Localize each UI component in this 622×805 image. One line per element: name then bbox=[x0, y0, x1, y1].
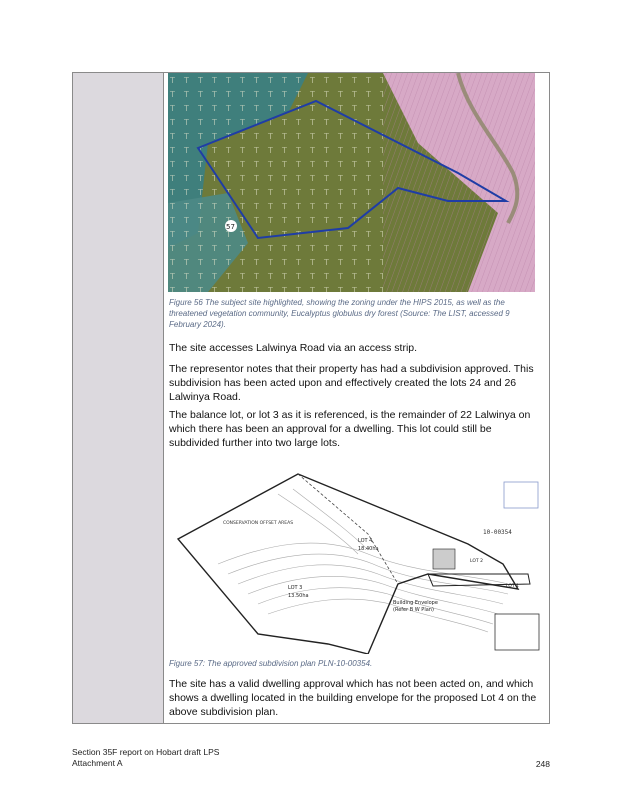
tree-symbols bbox=[168, 73, 383, 292]
map-label-text: 57 bbox=[226, 223, 235, 231]
pink-hatch bbox=[383, 73, 535, 292]
subdivision-plan bbox=[168, 454, 542, 654]
envelope-label-1: Building Envelope bbox=[393, 600, 438, 606]
content-table bbox=[72, 72, 550, 724]
conservation-label: CONSERVATION OFFSET AREAS bbox=[223, 521, 294, 526]
paragraph-3: The balance lot, or lot 3 as it is referenced, is the remainder of 22 Lalwinya on which there has been an approval for a dwelling. This lot could still be subdivided further into two large lots. bbox=[169, 409, 531, 449]
figure-57-caption: Figure 57: The approved subdivision plan PLN-10-00354. bbox=[169, 659, 373, 668]
paragraph-4: The site has a valid dwelling approval which has not been acted on, and which shows a dwelling located in the building envelope for the proposed Lot 4 on the above subdivision plan. bbox=[169, 678, 537, 718]
zoning-map-figure bbox=[168, 73, 535, 292]
paragraph-1: The site accesses Lalwinya Road via an access strip. bbox=[169, 342, 418, 354]
figure-56-caption: Figure 56 The subject site highlighted, showing the zoning under the HIPS 2015, as well as the threatened vegetation community, Eucalyptus globulus dry forest (Source: The LIST, accessed 9 February 2024). bbox=[169, 298, 510, 329]
lot3-area: 13.50ha bbox=[288, 593, 309, 599]
zoning-map bbox=[168, 73, 535, 292]
building-envelope bbox=[433, 549, 455, 569]
lot4-area: 18.40ha bbox=[358, 546, 379, 552]
subdivision-plan-figure bbox=[168, 454, 542, 654]
table-right-cell bbox=[165, 73, 549, 723]
table-left-cell bbox=[73, 73, 164, 723]
lot-small-label-2: LOT 2 bbox=[470, 559, 483, 564]
paragraph-2: The representor notes that their property has had a subdivision approved. This subdivision has been acted upon and effectively created the lots 24 and 26 Lalwinya Road. bbox=[169, 363, 534, 403]
envelope-label-2: (Refer B W Plan) bbox=[393, 607, 434, 613]
footer-line-2: Attachment A bbox=[72, 758, 123, 768]
plan-ref: 10-00354 bbox=[483, 529, 512, 536]
page-number: 248 bbox=[535, 759, 550, 769]
lot3-name: LOT 3 bbox=[288, 585, 303, 591]
footer-line-1: Section 35F report on Hobart draft LPS bbox=[72, 747, 220, 757]
lot-small-label: LOT 1 bbox=[506, 584, 519, 589]
lot4-name: LOT 4 bbox=[358, 538, 373, 544]
